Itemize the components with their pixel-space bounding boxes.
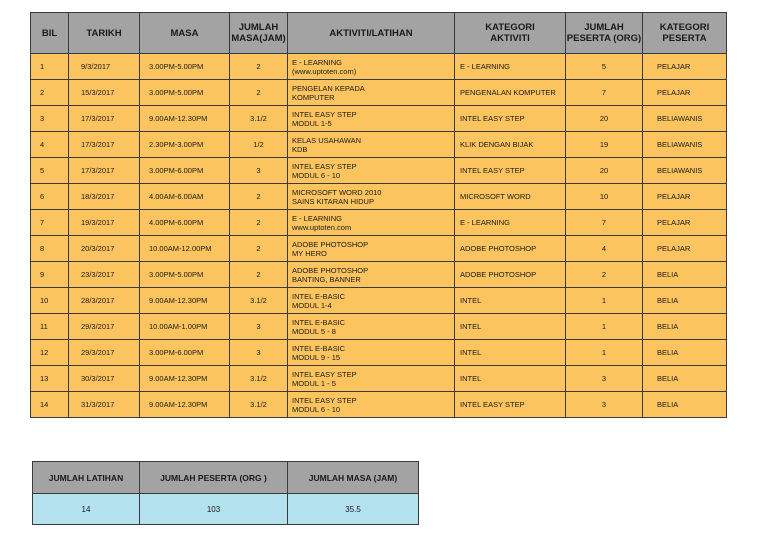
cell-jumlah-peserta: 1 — [566, 288, 643, 314]
header-tarikh: TARIKH — [69, 13, 140, 54]
cell-kategori-peserta: PELAJAR — [643, 54, 727, 80]
activity-table — [30, 12, 727, 418]
cell-aktiviti: INTEL EASY STEP MODUL 1-5 — [288, 106, 455, 132]
cell-jumlah-masa: 3.1/2 — [230, 288, 288, 314]
cell-aktiviti: INTEL E-BASIC MODUL 9 - 15 — [288, 340, 455, 366]
cell-kategori-aktiviti: INTEL — [455, 314, 566, 340]
table-row — [31, 54, 727, 80]
cell-jumlah-masa: 1/2 — [230, 132, 288, 158]
cell-kategori-aktiviti: INTEL EASY STEP — [455, 158, 566, 184]
cell-tarikh: 18/3/2017 — [69, 184, 140, 210]
cell-jumlah-peserta: 10 — [566, 184, 643, 210]
summary-value-jumlah-masa: 35.5 — [288, 494, 419, 525]
table-row — [31, 184, 727, 210]
cell-kategori-aktiviti: ADOBE PHOTOSHOP — [455, 262, 566, 288]
cell-masa: 10.00AM-1.00PM — [140, 314, 230, 340]
cell-kategori-aktiviti: ADOBE PHOTOSHOP — [455, 236, 566, 262]
cell-tarikh: 19/3/2017 — [69, 210, 140, 236]
cell-kategori-peserta: BELIA — [643, 288, 727, 314]
cell-kategori-aktiviti: MICROSOFT WORD — [455, 184, 566, 210]
cell-bil: 13 — [31, 366, 69, 392]
cell-bil: 6 — [31, 184, 69, 210]
cell-aktiviti: INTEL E-BASIC MODUL 1-4 — [288, 288, 455, 314]
cell-jumlah-peserta: 3 — [566, 392, 643, 418]
header-kategori-aktiviti: KATEGORI AKTIVITI — [455, 13, 566, 54]
cell-bil: 5 — [31, 158, 69, 184]
cell-kategori-peserta: BELIA — [643, 314, 727, 340]
cell-bil: 2 — [31, 80, 69, 106]
cell-bil: 1 — [31, 54, 69, 80]
cell-kategori-peserta: BELIAWANIS — [643, 158, 727, 184]
table-row — [31, 132, 727, 158]
cell-jumlah-peserta: 3 — [566, 366, 643, 392]
header-jumlah-masa: JUMLAH MASA(JAM) — [230, 13, 288, 54]
cell-jumlah-masa: 3.1/2 — [230, 366, 288, 392]
cell-kategori-peserta: BELIA — [643, 262, 727, 288]
cell-masa: 9.00AM-12.30PM — [140, 366, 230, 392]
cell-masa: 4.00AM-6.00AM — [140, 184, 230, 210]
summary-value-jumlah-latihan: 14 — [33, 494, 140, 525]
cell-bil: 11 — [31, 314, 69, 340]
cell-aktiviti: PENGELAN KEPADA KOMPUTER — [288, 80, 455, 106]
cell-tarikh: 17/3/2017 — [69, 132, 140, 158]
cell-kategori-peserta: BELIA — [643, 366, 727, 392]
summary-table — [32, 461, 419, 525]
cell-aktiviti: E - LEARNING www.uptoten.com — [288, 210, 455, 236]
cell-kategori-aktiviti: PENGENALAN KOMPUTER — [455, 80, 566, 106]
table-row — [31, 262, 727, 288]
cell-masa: 3.00PM-5.00PM — [140, 80, 230, 106]
cell-masa: 9.00AM-12.30PM — [140, 106, 230, 132]
table-row — [31, 392, 727, 418]
cell-kategori-peserta: BELIA — [643, 392, 727, 418]
table-row — [31, 106, 727, 132]
cell-tarikh: 17/3/2017 — [69, 106, 140, 132]
header-bil: BIL — [31, 13, 69, 54]
cell-masa: 9.00AM-12.30PM — [140, 288, 230, 314]
header-aktiviti: AKTIVITI/LATIHAN — [288, 13, 455, 54]
cell-kategori-peserta: BELIA — [643, 340, 727, 366]
cell-aktiviti: ADOBE PHOTOSHOP MY HERO — [288, 236, 455, 262]
table-row — [31, 340, 727, 366]
table-row — [31, 366, 727, 392]
cell-masa: 4.00PM-6.00PM — [140, 210, 230, 236]
summary-header-jumlah-peserta: JUMLAH PESERTA (ORG ) — [140, 462, 288, 494]
table-row — [31, 158, 727, 184]
cell-bil: 8 — [31, 236, 69, 262]
cell-kategori-aktiviti: E - LEARNING — [455, 54, 566, 80]
cell-jumlah-masa: 2 — [230, 262, 288, 288]
cell-kategori-aktiviti: E - LEARNING — [455, 210, 566, 236]
cell-tarikh: 17/3/2017 — [69, 158, 140, 184]
cell-kategori-peserta: PELAJAR — [643, 236, 727, 262]
cell-jumlah-masa: 3 — [230, 158, 288, 184]
cell-jumlah-peserta: 1 — [566, 314, 643, 340]
cell-jumlah-peserta: 2 — [566, 262, 643, 288]
cell-jumlah-masa: 3.1/2 — [230, 392, 288, 418]
cell-kategori-peserta: PELAJAR — [643, 184, 727, 210]
cell-kategori-aktiviti: INTEL — [455, 288, 566, 314]
cell-jumlah-masa: 3.1/2 — [230, 106, 288, 132]
cell-kategori-aktiviti: INTEL EASY STEP — [455, 106, 566, 132]
cell-kategori-aktiviti: INTEL — [455, 366, 566, 392]
cell-jumlah-masa: 3 — [230, 340, 288, 366]
cell-masa: 2.30PM-3.00PM — [140, 132, 230, 158]
cell-kategori-aktiviti: INTEL — [455, 340, 566, 366]
cell-tarikh: 29/3/2017 — [69, 314, 140, 340]
table-row — [31, 80, 727, 106]
header-jumlah-peserta: JUMLAH PESERTA (ORG) — [566, 13, 643, 54]
cell-tarikh: 31/3/2017 — [69, 392, 140, 418]
cell-jumlah-masa: 2 — [230, 80, 288, 106]
cell-jumlah-peserta: 20 — [566, 158, 643, 184]
cell-masa: 9.00AM-12.30PM — [140, 392, 230, 418]
cell-jumlah-peserta: 4 — [566, 236, 643, 262]
summary-header-jumlah-latihan: JUMLAH LATIHAN — [33, 462, 140, 494]
cell-jumlah-peserta: 7 — [566, 210, 643, 236]
cell-jumlah-masa: 3 — [230, 314, 288, 340]
cell-kategori-peserta: BELIAWANIS — [643, 132, 727, 158]
cell-jumlah-peserta: 1 — [566, 340, 643, 366]
cell-aktiviti: INTEL E-BASIC MODUL 5 - 8 — [288, 314, 455, 340]
cell-jumlah-masa: 2 — [230, 236, 288, 262]
cell-tarikh: 15/3/2017 — [69, 80, 140, 106]
table-row — [31, 314, 727, 340]
cell-masa: 3.00PM-5.00PM — [140, 262, 230, 288]
cell-aktiviti: INTEL EASY STEP MODUL 6 - 10 — [288, 392, 455, 418]
cell-kategori-peserta: PELAJAR — [643, 210, 727, 236]
cell-jumlah-peserta: 5 — [566, 54, 643, 80]
cell-aktiviti: MICROSOFT WORD 2010 SAINS KITARAN HIDUP — [288, 184, 455, 210]
cell-kategori-aktiviti: INTEL EASY STEP — [455, 392, 566, 418]
table-row — [31, 210, 727, 236]
cell-aktiviti: KELAS USAHAWAN KDB — [288, 132, 455, 158]
header-kategori-peserta: KATEGORI PESERTA — [643, 13, 727, 54]
cell-bil: 10 — [31, 288, 69, 314]
cell-jumlah-masa: 2 — [230, 184, 288, 210]
cell-jumlah-masa: 2 — [230, 210, 288, 236]
cell-bil: 3 — [31, 106, 69, 132]
cell-jumlah-peserta: 7 — [566, 80, 643, 106]
table-row — [31, 236, 727, 262]
cell-tarikh: 20/3/2017 — [69, 236, 140, 262]
cell-jumlah-peserta: 20 — [566, 106, 643, 132]
cell-jumlah-masa: 2 — [230, 54, 288, 80]
cell-aktiviti: INTEL EASY STEP MODUL 1 - 5 — [288, 366, 455, 392]
cell-aktiviti: E - LEARNING (www.uptoten.com) — [288, 54, 455, 80]
summary-header-row — [33, 462, 419, 494]
cell-tarikh: 29/3/2017 — [69, 340, 140, 366]
cell-bil: 4 — [31, 132, 69, 158]
cell-kategori-peserta: PELAJAR — [643, 80, 727, 106]
cell-bil: 7 — [31, 210, 69, 236]
cell-tarikh: 23/3/2017 — [69, 262, 140, 288]
summary-header-jumlah-masa: JUMLAH MASA (JAM) — [288, 462, 419, 494]
cell-bil: 12 — [31, 340, 69, 366]
cell-masa: 10.00AM-12.00PM — [140, 236, 230, 262]
header-masa: MASA — [140, 13, 230, 54]
cell-jumlah-peserta: 19 — [566, 132, 643, 158]
table-row — [31, 288, 727, 314]
cell-kategori-aktiviti: KLIK DENGAN BIJAK — [455, 132, 566, 158]
cell-tarikh: 28/3/2017 — [69, 288, 140, 314]
cell-bil: 14 — [31, 392, 69, 418]
summary-value-row — [33, 494, 419, 525]
cell-tarikh: 30/3/2017 — [69, 366, 140, 392]
cell-aktiviti: ADOBE PHOTOSHOP BANTING, BANNER — [288, 262, 455, 288]
cell-bil: 9 — [31, 262, 69, 288]
cell-masa: 3.00PM-6.00PM — [140, 340, 230, 366]
cell-aktiviti: INTEL EASY STEP MODUL 6 - 10 — [288, 158, 455, 184]
cell-tarikh: 9/3/2017 — [69, 54, 140, 80]
cell-masa: 3.00PM-6.00PM — [140, 158, 230, 184]
cell-kategori-peserta: BELIAWANIS — [643, 106, 727, 132]
cell-masa: 3.00PM-5.00PM — [140, 54, 230, 80]
summary-value-jumlah-peserta: 103 — [140, 494, 288, 525]
table-header-row — [31, 13, 727, 54]
